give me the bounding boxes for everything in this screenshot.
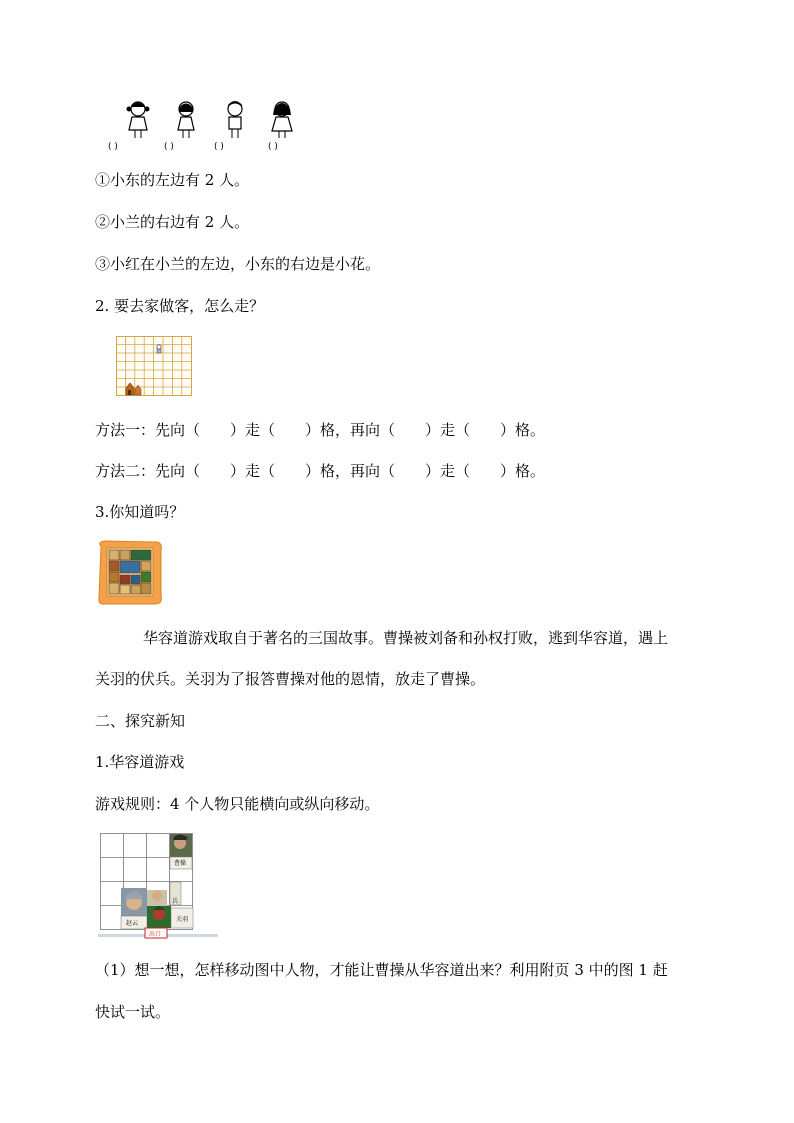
caocao-label: 曹操 [174, 860, 187, 867]
subsection-title: 1.华容道游戏 [95, 753, 185, 771]
task-line-1: （1）想一想，怎样移动图中人物，才能让曹操从华容道出来？利用附页 3 中的图 1 赶 [95, 961, 668, 979]
method-1-line: 方法一：先向（ ）走（ ）格，再向（ ）走（ ）格。 [95, 421, 546, 439]
soldier-label: 兵 [172, 898, 179, 905]
person-icon [157, 345, 161, 353]
story-paragraph-line-2: 关羽的伏兵。关羽为了报答曹操对他的恩情，放走了曹操。 [95, 670, 486, 688]
huarongdao-board [98, 830, 218, 942]
task-line-2: 快试一试。 [95, 1003, 171, 1021]
girl-figure-icon [268, 100, 296, 140]
board-grid [98, 830, 218, 942]
answer-blank-2: ( ) [164, 142, 174, 152]
guanyu-label: 关羽 [176, 916, 189, 923]
boy-figure-icon [221, 100, 249, 140]
huarongdao-puzzle-picture [97, 540, 163, 606]
game-rule: 游戏规则：4 个人物只能横向或纵向移动。 [95, 795, 380, 813]
question-2-title: 2. 要去家做客，怎么走？ [95, 297, 265, 315]
story-paragraph-line-1: 华容道游戏取自于著名的三国故事。曹操被刘备和孙权打败，逃到华容道，遇上 [143, 629, 669, 647]
zhaoyun-label: 赵云 [126, 920, 139, 927]
method-2-line: 方法二：先向（ ）走（ ）格，再向（ ）走（ ）格。 [95, 462, 546, 480]
route-grid-map [116, 336, 192, 396]
question-3-title: 3.你知道吗？ [95, 503, 185, 521]
answer-blank-1: ( ) [108, 142, 118, 152]
children-illustration [108, 100, 318, 156]
answer-blank-3: ( ) [214, 142, 224, 152]
section-heading: 二、探究新知 [95, 712, 186, 730]
girl-figure-icon [172, 100, 200, 140]
girl-figure-icon [124, 100, 152, 140]
clue-2: ②小兰的右边有 2 人。 [95, 213, 250, 231]
exit-label: 出口 [149, 931, 162, 938]
answer-blank-4: ( ) [268, 142, 278, 152]
clue-1: ①小东的左边有 2 人。 [95, 171, 250, 189]
clue-3: ③小红在小兰的左边，小东的右边是小花。 [95, 255, 381, 273]
